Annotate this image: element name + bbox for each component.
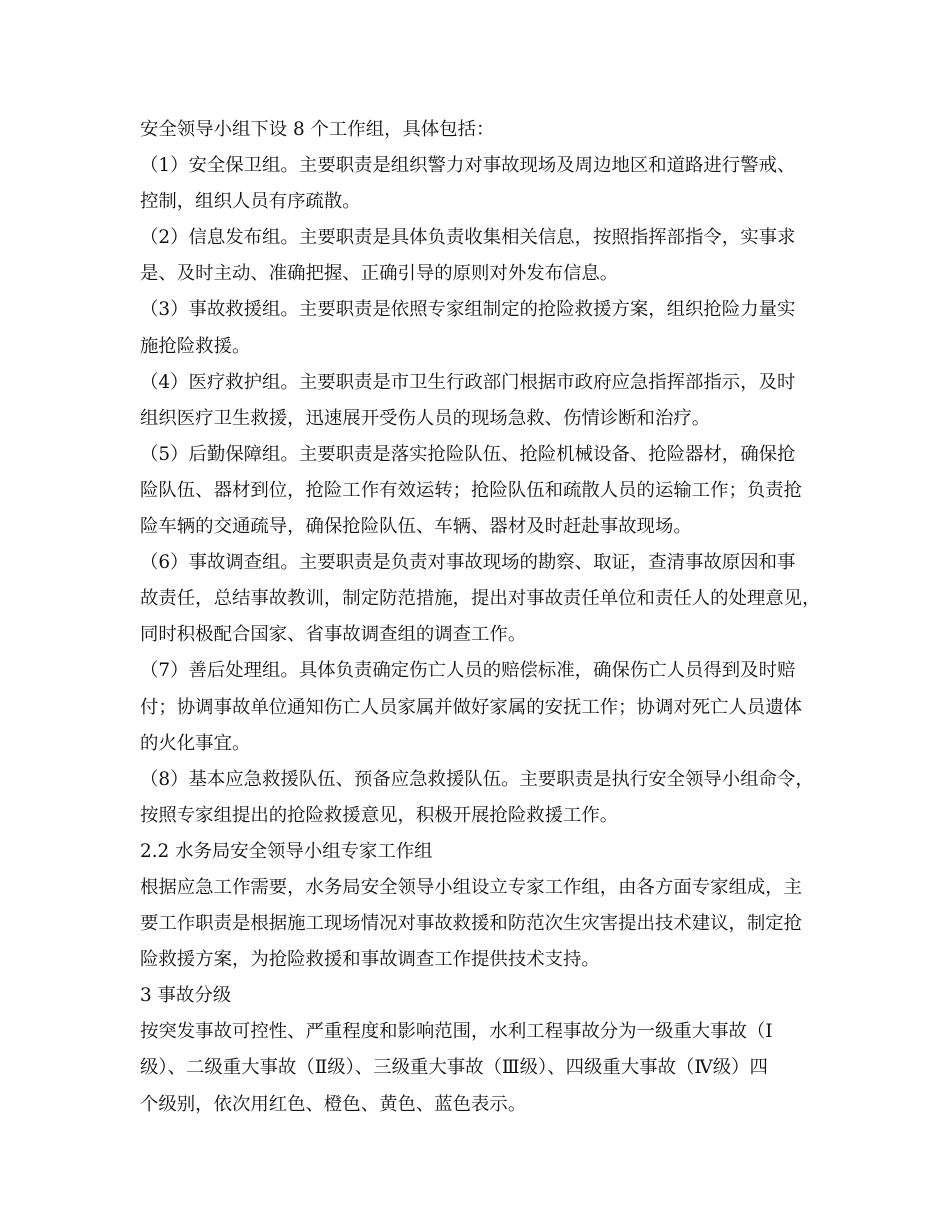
text-line: （8）基本应急救援队伍、预备应急救援队伍。主要职责是执行安全领导小组命令， (140, 768, 814, 790)
text-line: 险队伍、器材到位，抢险工作有效运转；抢险队伍和疏散人员的运输工作；负责抢 (140, 479, 803, 501)
text-line: 控制，组织人员有序疏散。 (140, 191, 361, 213)
text-line: （1）安全保卫组。主要职责是组织警力对事故现场及周边地区和道路进行警戒、 (140, 155, 796, 177)
text-line: （6）事故调查组。主要职责是负责对事故现场的勘察、取证，查清事故原因和事 (140, 552, 796, 574)
text-line: 险车辆的交通疏导，确保抢险队伍、车辆、器材及时赶赴事故现场。 (140, 516, 692, 538)
section-heading: 2.2 水务局安全领导小组专家工作组 (140, 840, 433, 862)
text-line: 付；协调事故单位通知伤亡人员家属并做好家属的安抚工作；协调对死亡人员遗体 (140, 696, 803, 718)
text-line: 的火化事宜。 (140, 732, 251, 754)
text-line: 要工作职责是根据施工现场情况对事故救援和防范次生灾害提出技术建议，制定抢 (140, 913, 803, 935)
text-line: （2）信息发布组。主要职责是具体负责收集相关信息，按照指挥部指令，实事求 (140, 227, 796, 249)
text-line: 按突发事故可控性、严重程度和影响范围，水利工程事故分为一级重大事故（Ⅰ (140, 1021, 773, 1043)
text-line: 故责任，总结事故教训，制定防范措施，提出对事故责任单位和责任人的处理意见， (140, 588, 821, 610)
text-line: 施抢险救援。 (140, 335, 251, 357)
text-line: 个级别，依次用红色、橙色、黄色、蓝色表示。 (140, 1093, 527, 1115)
text-line: （5）后勤保障组。主要职责是落实抢险队伍、抢险机械设备、抢险器材，确保抢 (140, 443, 796, 465)
text-line: 险救援方案，为抢险救援和事故调查工作提供技术支持。 (140, 949, 600, 971)
text-line: 级）、二级重大事故（Ⅱ级）、三级重大事故（Ⅲ级）、四级重大事故（Ⅳ级）四 (140, 1057, 768, 1079)
text-line: 同时积极配合国家、省事故调查组的调查工作。 (140, 624, 527, 646)
text-line: （7）善后处理组。具体负责确定伤亡人员的赔偿标准，确保伤亡人员得到及时赔 (140, 660, 796, 682)
section-heading: 3 事故分级 (140, 985, 232, 1007)
text-line: 是、及时主动、准确把握、正确引导的原则对外发布信息。 (140, 263, 619, 285)
text-line: 按照专家组提出的抢险救援意见，积极开展抢险救援工作。 (140, 804, 619, 826)
text-line: 安全领导小组下设 8 个工作组，具体包括： (140, 119, 495, 140)
text-line: 根据应急工作需要，水务局安全领导小组设立专家工作组，由各方面专家组成，主 (140, 876, 803, 898)
text-line: （3）事故救援组。主要职责是依照专家组制定的抢险救援方案，组织抢险力量实 (140, 299, 796, 321)
text-line: 组织医疗卫生救援，迅速展开受伤人员的现场急救、伤情诊断和治疗。 (140, 407, 711, 429)
text-line: （4）医疗救护组。主要职责是市卫生行政部门根据市政府应急指挥部指示，及时 (140, 371, 796, 393)
document-page (140, 112, 820, 1123)
